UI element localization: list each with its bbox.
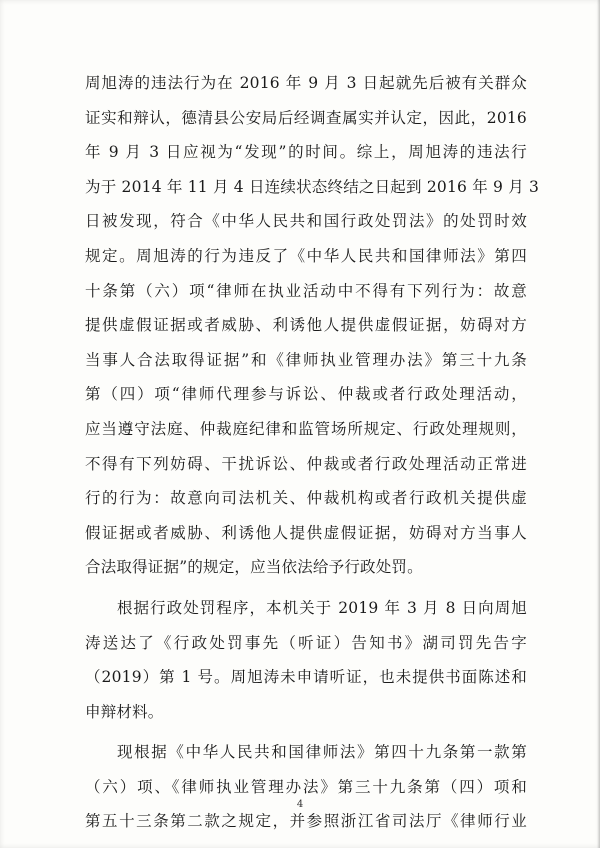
text-line: 日被发现，符合《中华人民共和国行政处罚法》的处罚时效 [85,212,527,231]
paragraph-procedure [85,591,527,729]
text-line: 十条第（六）项“律师在执业活动中不得有下列行为：故意 [85,281,527,300]
text-line: 周旭涛的违法行为在 2016 年 9 月 3 日起就先后被有关群众 [85,74,527,92]
text-line: 应当遵守法庭、仲裁庭纪律和监管场所规定、行政处理规则， [85,419,527,438]
text-line: 为于 2014 年 11 月 4 日连续状态终结之日起到 2016 年 9 月 3 [85,177,540,196]
text-line: 涛送达了《行政处罚事先（听证）告知书》湖司罚先告字 [85,633,527,652]
text-line: 现根据《中华人民共和国律师法》第四十九条第一款第 [117,743,527,762]
text-line: 证实和辩认，德清县公安局后经调查属实并认定，因此，2016 [85,108,527,127]
text-line: （六）项、《律师执业管理办法》第三十九条第（四）项和 [85,777,527,796]
text-line: （2019）第 1 号。周旭涛未申请听证，也未提供书面陈述和 [85,668,527,687]
text-line: 根据行政处罚程序，本机关于 2019 年 3 月 8 日向周旭 [117,598,527,617]
page-number: 4 [296,799,304,810]
paragraph-violation-analysis [85,66,540,585]
text-line: 年 9 月 3 日应视为“发现”的时间。综上，周旭涛的违法行 [85,143,527,162]
document-body [85,66,540,839]
text-line: 合法取得证据”的规定，应当依法给予行政处罚。 [85,558,423,577]
text-line: 申辩材料。 [85,702,164,721]
text-line: 第（四）项“律师代理参与诉讼、仲裁或者行政处理活动， [85,385,527,404]
paragraph-legal-basis [85,735,527,839]
text-line: 第五十三条第二款之规定，并参照浙江省司法厅《律师行业 [85,812,527,831]
text-line: 当事人合法取得证据”和《律师执业管理办法》第三十九条 [85,350,527,369]
text-line: 不得有下列妨碍、干扰诉讼、仲裁或者行政处理活动正常进 [85,454,527,473]
text-line: 假证据或者威胁、利诱他人提供虚假证据，妨碍对方当事人 [85,523,527,542]
text-line: 规定。周旭涛的行为违反了《中华人民共和国律师法》第四 [85,246,527,265]
text-line: 提供虚假证据或者威胁、利诱他人提供虚假证据，妨碍对方 [85,316,527,335]
text-line: 行的行为：故意向司法机关、仲裁机构或者行政机关提供虚 [85,489,527,508]
